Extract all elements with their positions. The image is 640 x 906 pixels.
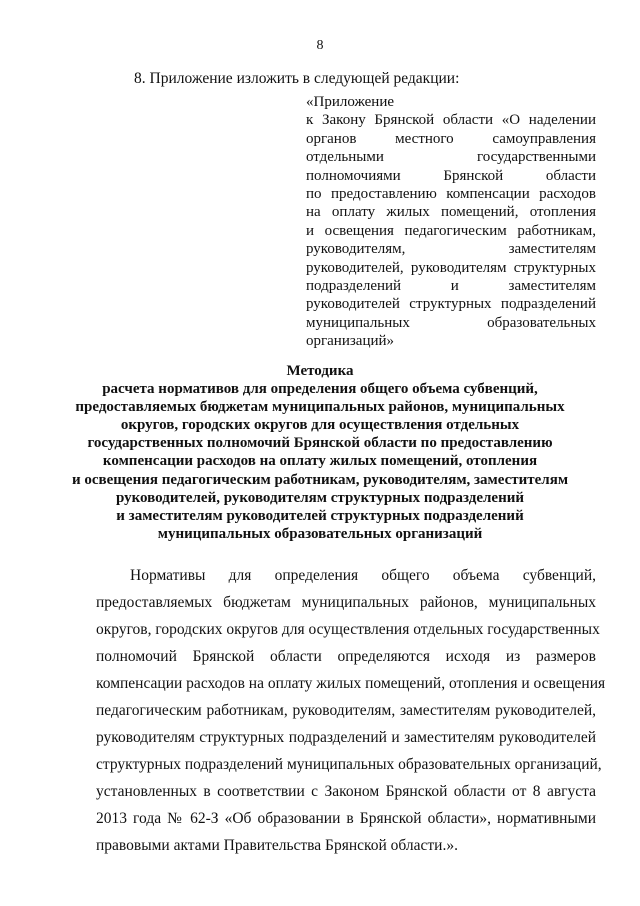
appendix-heading-line: подразделений и заместителям [306,277,596,294]
appendix-heading-line: руководителей, руководителям структурных [306,259,596,276]
methodology-subtitle-line: муниципальных образовательных организаций [157,525,483,542]
methodology-body-paragraph [96,562,606,859]
methodology-subtitle-line: компенсации расходов на оплату жилых помещений, отопления [102,453,538,470]
appendix-heading-line: муниципальных образовательных [306,314,596,331]
appendix-heading-line: руководителей структурных подразделений [306,296,596,313]
body-line: предоставляемых бюджетам муниципальных районов, муниципальных [96,594,596,611]
body-line: структурных подразделений муниципальных образовательных организаций, [96,756,602,773]
page-number: 8 [316,38,324,53]
body-line: округов, городских округов для осуществления отдельных государственных [96,621,600,638]
methodology-title-block [0,362,640,543]
appendix-heading-line: по предоставлению компенсации расходов [306,185,596,202]
appendix-heading-line: органов местного самоуправления [306,130,596,147]
body-line: правовыми актами Правительства Брянской области.». [96,837,458,854]
body-line: 2013 года № 62-З «Об образовании в Брянской области», нормативными [96,810,596,827]
body-line: педагогическим работникам, руководителям, заместителям руководителей, [96,702,596,719]
appendix-heading-line: полномочиями Брянской области [306,167,596,184]
appendix-heading-line: «Приложение [306,94,395,110]
methodology-subtitle-line: предоставляемых бюджетам муниципальных районов, муниципальных [75,399,565,416]
appendix-heading-block [306,93,596,350]
appendix-heading-line: к Закону Брянской области «О наделении [306,112,596,129]
methodology-subtitle-line: округов, городских округов для осуществления отдельных [120,417,520,434]
appendix-heading-line: руководителям, заместителям [306,241,596,258]
appendix-heading-line: на оплату жилых помещений, отопления [306,204,596,221]
methodology-title: Методика [286,363,354,379]
body-line: компенсации расходов на оплату жилых помещений, отопления и освещения [96,675,606,692]
methodology-subtitle-line: и освещения педагогическим работникам, руководителям, заместителям [71,471,569,488]
appendix-heading-line: отдельными государственными [306,149,596,166]
methodology-subtitle-line: расчета нормативов для определения общего объема субвенций, [102,381,538,398]
appendix-heading-line: организаций» [306,333,395,350]
methodology-subtitle-line: руководителей, руководителям структурных подразделений [115,489,525,506]
body-line: полномочий Брянской области определяются исходя из размеров [96,648,596,665]
methodology-subtitle-line: и заместителям руководителей структурных подразделений [116,507,524,524]
methodology-subtitle-line: государственных полномочий Брянской области по предоставлению [87,435,553,452]
body-line: руководителям структурных подразделений и заместителям руководителей [96,729,596,746]
amendment-intro: 8. Приложение изложить в следующей редакции: [134,70,460,87]
body-line: установленных в соответствии с Законом Брянской области от 8 августа [96,783,596,800]
body-line: Нормативы для определения общего объема субвенций, [130,567,596,584]
methodology-subtitle [0,380,640,543]
appendix-heading-line: и освещения педагогическим работникам, [306,222,596,239]
